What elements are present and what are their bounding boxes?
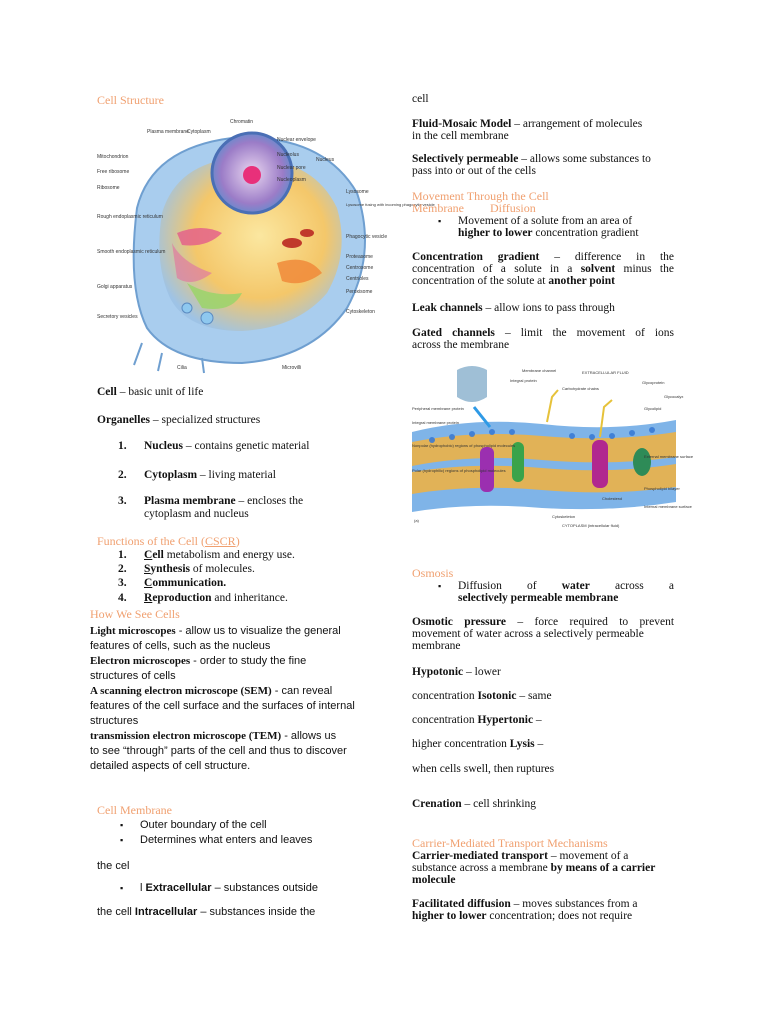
lysis-line: higher concentration Lysis – bbox=[412, 738, 544, 750]
concentration-gradient-def: Concentration gradient – difference in the concentration of a solute in a solvent minus the concentration of the solute at another point bbox=[412, 251, 675, 287]
label-hydrophobic: Nonpolar (hydrophobic) regions of phospholipid molecules bbox=[412, 443, 516, 448]
label-glycoprotein: Glycoprotein bbox=[642, 380, 665, 385]
membrane-bullet: ▪ Determines what enters and leaves bbox=[120, 834, 313, 846]
carrier-heading: Carrier-Mediated Transport Mechanisms bbox=[412, 836, 608, 850]
channel-protein-shape bbox=[512, 442, 524, 482]
leak-channels-def: Leak channels – allow ions to pass through bbox=[412, 302, 615, 314]
label-secretory: Secretory vesicles bbox=[97, 314, 138, 320]
label-golgi: Golgi apparatus bbox=[97, 284, 133, 290]
when-cells-line: when cells swell, then ruptures bbox=[412, 763, 555, 775]
label-microvilli: Microvilli bbox=[282, 365, 302, 371]
functions-heading: Functions of the Cell (CSCR) bbox=[97, 534, 240, 548]
label-hydrophilic: Polar (hydrophilic) regions of phospholipid molecules bbox=[412, 468, 506, 473]
label-external-surface: External membrane surface bbox=[644, 454, 694, 459]
label-fig-num: (a) bbox=[414, 518, 419, 523]
label-membrane-channel: Membrane channel bbox=[522, 368, 557, 373]
label-rough-er: Rough endoplasmic reticulum bbox=[97, 214, 163, 220]
hypotonic-line: Hypotonic – lower bbox=[412, 666, 501, 678]
diffusion-bullet: ▪ Movement of a solute from an area of higher to lower concentration gradient bbox=[438, 215, 639, 239]
label-nuclear-pore: Nuclear pore bbox=[277, 165, 306, 171]
label-chromatin: Chromatin bbox=[230, 119, 254, 125]
list-item: 3. Plasma membrane – encloses the bbox=[118, 495, 304, 507]
label-phagocytic: Phagocytic vesicle bbox=[346, 234, 388, 240]
list-item: 1. Nucleus – contains genetic material bbox=[118, 440, 310, 452]
isotonic-line: concentration Isotonic – same bbox=[412, 690, 552, 702]
cell-membrane-heading: Cell Membrane bbox=[97, 803, 172, 817]
membrane-bullet: ▪ Outer boundary of the cell bbox=[120, 819, 267, 831]
function-item: 2. Synthesis of molecules. bbox=[118, 563, 255, 575]
label-internal-surface: Internal membrane surface bbox=[644, 504, 692, 509]
label-lysosome-fusing: Lysosome fusing with incoming phagocytic vesicle bbox=[346, 202, 435, 207]
label-nucleus: Nucleus bbox=[316, 157, 335, 163]
label-glycocalyx: Glycocalyx bbox=[664, 394, 684, 399]
label-mitochondrion: Mitochondrion bbox=[97, 154, 129, 160]
osmotic-pressure-def: Osmotic pressure – force required to prevent movement of water across a selectively permeable membrane bbox=[412, 616, 675, 652]
label-cytoplasm: CYTOPLASM (intracellular fluid) bbox=[562, 523, 620, 528]
hypertonic-line: concentration Hypertonic – bbox=[412, 714, 542, 726]
label-nucleolus: Nucleolus bbox=[277, 152, 299, 158]
nucleolus-shape bbox=[243, 166, 261, 184]
plasma-membrane-figure bbox=[412, 362, 694, 530]
function-item: 4. Reproduction and inheritance. bbox=[118, 592, 288, 604]
label-extracellular-fluid: EXTRACELLULAR FLUID bbox=[582, 370, 629, 375]
carrier-mediated-def: Carrier-mediated transport – movement of a substance across a membrane by means of a carrier molecule bbox=[412, 850, 656, 886]
label-integral-membrane: Integral membrane protein bbox=[412, 420, 459, 425]
cell-structure-figure bbox=[92, 113, 435, 373]
function-item: 1. Cell metabolism and energy use. bbox=[118, 549, 295, 561]
intracellular-line: the cell Intracellular – substances inside the bbox=[97, 906, 316, 918]
list-item-cont: cytoplasm and nucleus bbox=[144, 508, 249, 520]
label-smooth-er: Smooth endoplasmic reticulum bbox=[97, 249, 166, 255]
selectively-permeable-def: Selectively permeable – allows some substances to pass into or out of the cells bbox=[412, 153, 651, 177]
the-cel-text: the cel bbox=[97, 860, 130, 872]
label-centrosome: Centrosome bbox=[346, 265, 374, 271]
label-peripheral: Peripheral membrane protein bbox=[412, 406, 464, 411]
extracellular-bullet: ▪ l Extracellular – substances outside bbox=[120, 882, 318, 894]
crenation-line: Crenation – cell shrinking bbox=[412, 798, 537, 810]
facilitated-diffusion-def: Facilitated diffusion – moves substances from a higher to lower concentration; does not require bbox=[412, 898, 638, 922]
label-proteasome: Proteasome bbox=[346, 254, 373, 260]
label-lysosome: Lysosome bbox=[346, 189, 369, 195]
gated-channels-def: Gated channels – limit the movement of ions across the membrane bbox=[412, 327, 674, 351]
organelles-def: Organelles – specialized structures bbox=[97, 414, 261, 426]
cell-structure-heading: Cell Structure bbox=[97, 93, 164, 107]
label-cytoskeleton: Cytoskeleton bbox=[552, 514, 576, 519]
label-ribosome: Ribosome bbox=[97, 185, 120, 191]
label-carbohydrate-chains: Carbohydrate chains bbox=[562, 386, 599, 391]
cscr-link[interactable]: CSCR bbox=[205, 534, 236, 548]
function-item: 3. Communication. bbox=[118, 577, 227, 589]
label-phospholipid-bilayer: Phospholipid bilayer bbox=[644, 486, 680, 491]
label-cytoplasm: Cytoplasm bbox=[187, 129, 211, 135]
cell-def: Cell – basic unit of life bbox=[97, 386, 204, 398]
label-plasma-membrane: Plasma membrane bbox=[147, 129, 189, 135]
microscopes-block: Light microscopes - allow us to visualize the general features of cells, such as the nucleus Electron microscopes - order to study the fine structures of cells A scanning electron microscope (SEM) - can reveal features of the cell surface and the surfaces of internal structures transmission electron microscope (TEM) - allows us to see “through” parts of the cell and thus to discover detailed aspects of cell structure. bbox=[90, 625, 355, 772]
label-glycolipid: Glycolipid bbox=[644, 406, 662, 411]
fluid-mosaic-def: Fluid-Mosaic Model – arrangement of molecules in the cell membrane bbox=[412, 118, 643, 142]
label-cilia: Cilia bbox=[177, 365, 187, 371]
label-peroxisome: Peroxisome bbox=[346, 289, 373, 295]
osmosis-bullet: ▪ Diffusion of water across a selectively permeable membrane bbox=[438, 580, 674, 604]
label-cytoskeleton: Cytoskeleton bbox=[346, 309, 375, 315]
label-cholesterol: Cholesterol bbox=[602, 496, 623, 501]
label-free-ribosome: Free ribosome bbox=[97, 169, 130, 175]
cell-continuation: cell bbox=[412, 93, 429, 105]
label-nuclear-envelope: Nuclear envelope bbox=[277, 137, 316, 143]
osmosis-heading: Osmosis bbox=[412, 566, 454, 580]
list-item: 2. Cytoplasm – living material bbox=[118, 469, 276, 481]
label-centrioles: Centrioles bbox=[346, 276, 369, 282]
how-we-see-heading: How We See Cells bbox=[90, 607, 180, 621]
movement-heading: Movement Through the Cell Membrane Diffusion bbox=[412, 189, 549, 215]
cell-body bbox=[134, 133, 365, 373]
glycoprotein-shape bbox=[592, 440, 608, 488]
label-integral-protein: Integral protein bbox=[510, 378, 537, 383]
label-nucleoplasm: Nucleoplasm bbox=[277, 177, 306, 183]
